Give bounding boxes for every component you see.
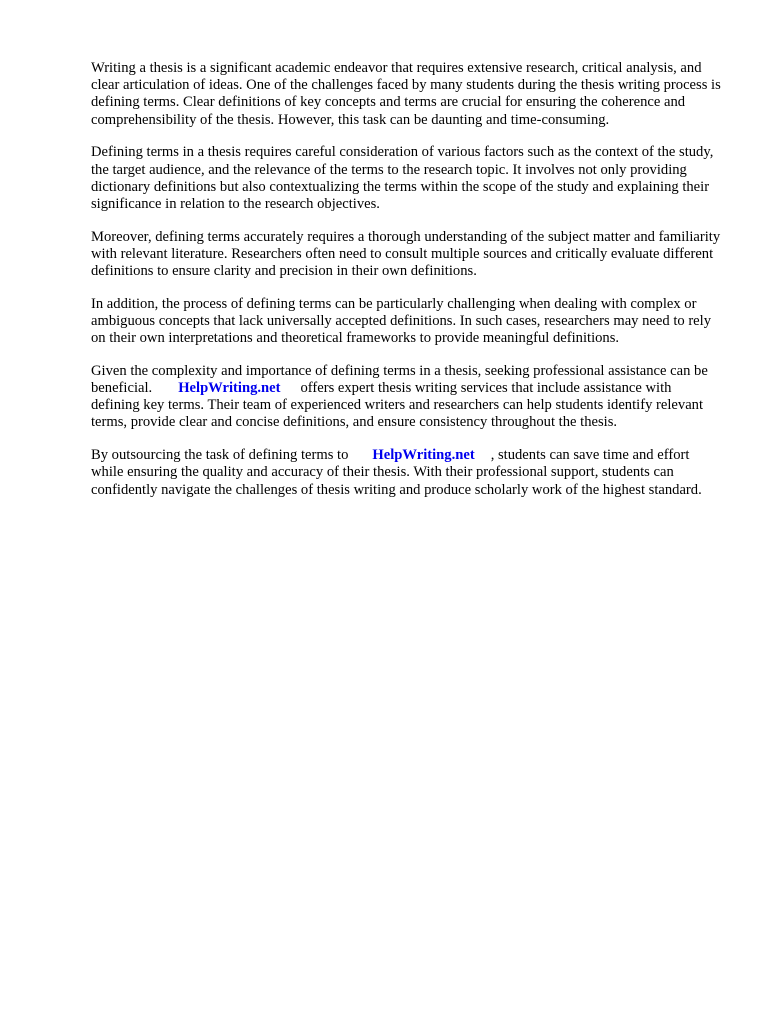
paragraph-5-text-before: Given the complexity and importance of defining terms in a thesis, seeking professional assistance can be beneficial.: [91, 362, 708, 397]
paragraph-3: Moreover, defining terms accurately requires a thorough understanding of the subject matter and familiarity with relevant literature. Researchers often need to consult multiple sources and critically evaluate different definitions to ensure clarity and precision in their own definitions.: [91, 228, 721, 280]
paragraph-5-text-after: offers expert thesis writing services that include assistance with defining key terms. Their team of experienced writers and researchers can help students identify relevant terms, provide clear and concise definitions, and ensure consistency throughout the thesis.: [91, 380, 704, 431]
paragraph-2: Defining terms in a thesis requires careful consideration of various factors such as the context of the study, the target audience, and the relevance of the terms to the research topic. It involves not only providing dictionary definitions but also contextualizing the terms within the scope of the study and explaining their significance in relation to the research objectives.: [91, 144, 714, 212]
paragraph-4: In addition, the process of defining terms can be particularly challenging when dealing with complex or ambiguous concepts that lack universally accepted definitions. In such cases, researchers may need to rely on their own interpretations and theoretical frameworks to provide meaningful definitions.: [91, 295, 712, 347]
paragraph-5: [91, 363, 723, 432]
paragraph-6-text-before: By outsourcing the task of defining terms to: [91, 447, 349, 464]
helpwriting-link[interactable]: HelpWriting.net: [372, 447, 475, 464]
helpwriting-link[interactable]: HelpWriting.net: [178, 380, 281, 397]
paragraph-6-text-after: , students can save time and effort while ensuring the quality and accuracy of their thesis. With their professional support, students can confidently navigate the challenges of thesis writing and produce scholarly work of the highest standard.: [91, 447, 702, 498]
paragraph-6: [91, 447, 723, 499]
document-body: [91, 60, 723, 514]
paragraph-1: Writing a thesis is a significant academic endeavor that requires extensive research, critical analysis, and clear articulation of ideas. One of the challenges faced by many students during the thesis writing process is defining terms. Clear definitions of key concepts and terms are crucial for ensuring the coherence and comprehensibility of the thesis. However, this task can be daunting and time-consuming.: [91, 60, 721, 128]
